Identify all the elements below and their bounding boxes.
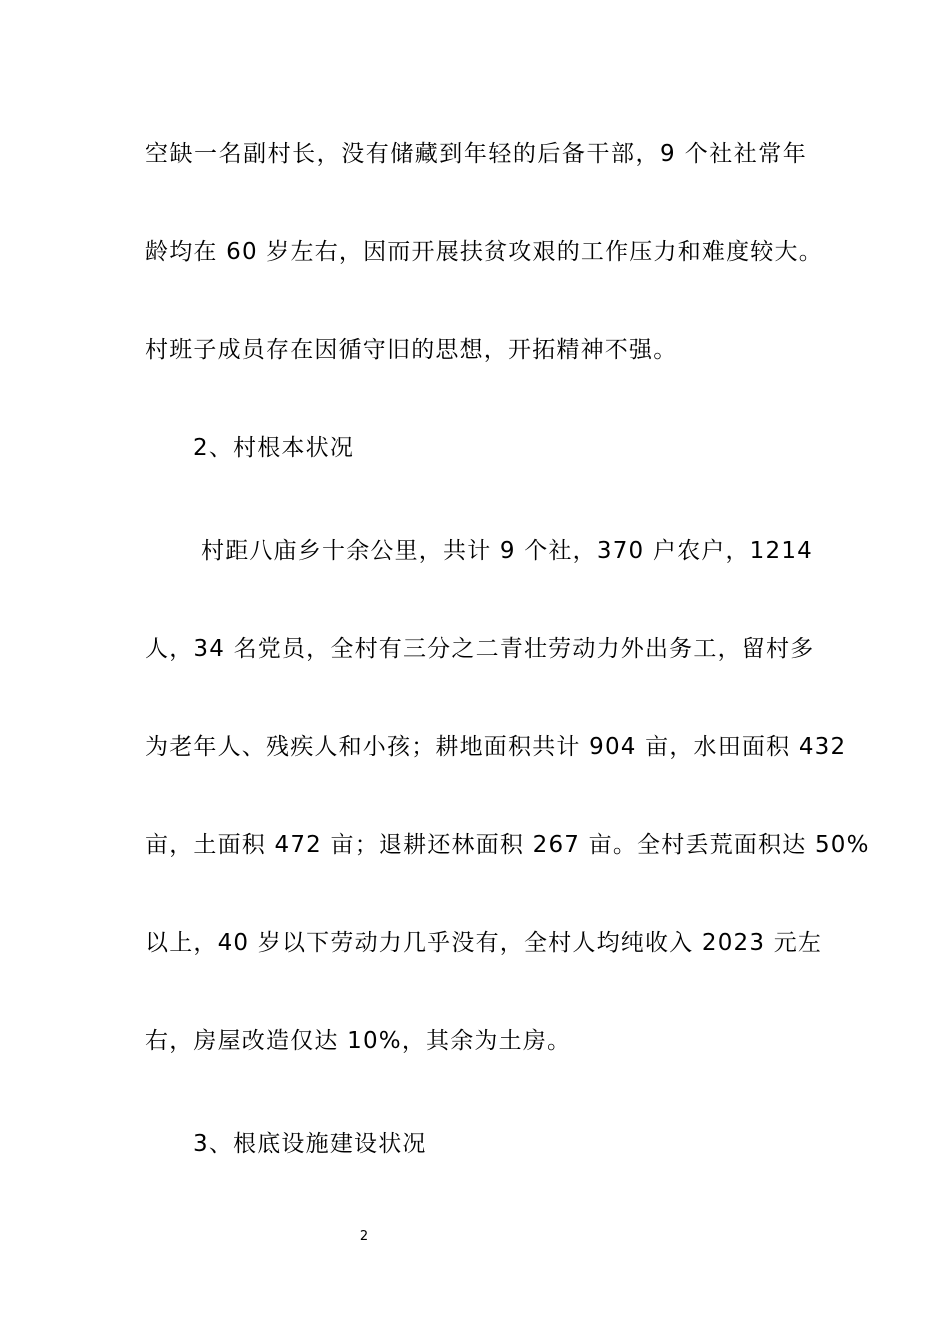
paragraph-line: 亩，土面积 472 亩；退耕还林面积 267 亩。全村丢荒面积达 50%: [145, 832, 870, 858]
paragraph-line: 龄均在 60 岁左右，因而开展扶贫攻艰的工作压力和难度较大。: [145, 239, 823, 265]
paragraph-line: 人，34 名党员，全村有三分之二青壮劳动力外出务工，留村多: [145, 636, 815, 662]
paragraph-line: 村班子成员存在因循守旧的思想，开拓精神不强。: [145, 337, 678, 363]
section-heading: 2、村根本状况: [193, 435, 355, 461]
paragraph-line: 为老年人、残疾人和小孩；耕地面积共计 904 亩，水田面积 432: [145, 734, 847, 760]
page-number: 2: [359, 1229, 369, 1244]
paragraph-line: 空缺一名副村长，没有储藏到年轻的后备干部，9 个社社常年: [145, 141, 807, 167]
paragraph-line: 以上，40 岁以下劳动力几乎没有，全村人均纯收入 2023 元左: [145, 930, 823, 956]
section-heading: 3、根底设施建设状况: [193, 1131, 427, 1157]
paragraph-line: 村距八庙乡十余公里，共计 9 个社，370 户农户，1214: [201, 538, 813, 564]
paragraph-line: 右，房屋改造仅达 10%，其余为土房。: [145, 1028, 572, 1054]
